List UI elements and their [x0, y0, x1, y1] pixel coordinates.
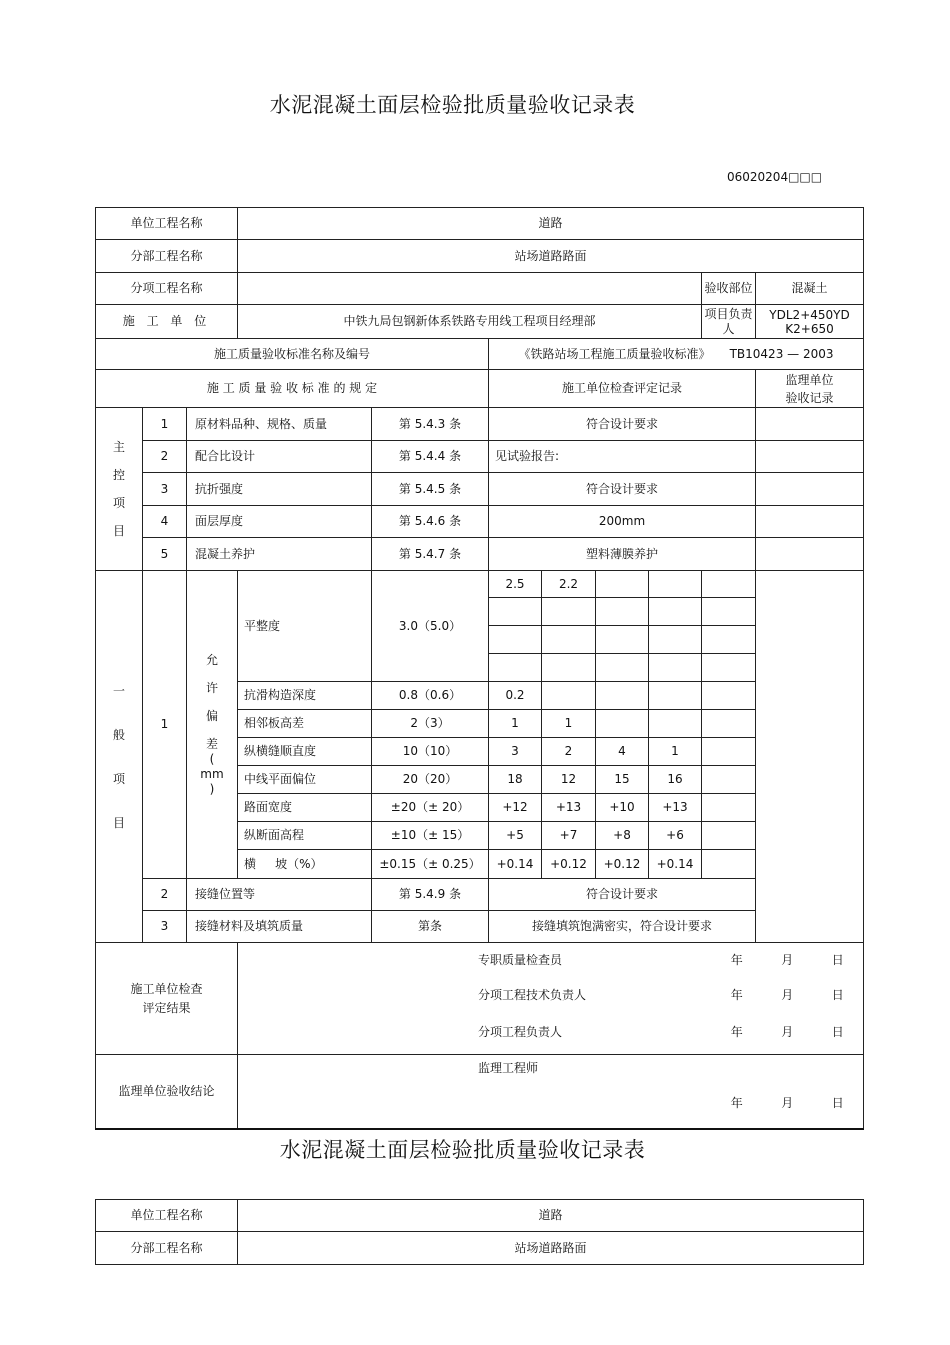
tolerance-char: mm — [200, 766, 224, 781]
general-group-label — [96, 571, 143, 943]
table-row — [96, 441, 864, 473]
measured-value: +13 — [542, 794, 596, 822]
measured-value — [489, 654, 542, 682]
table-row — [96, 911, 864, 943]
measured-value: +5 — [489, 822, 542, 850]
tolerance-char: 偏 — [205, 708, 218, 723]
manager-value-line-1: YDL2+450YD — [769, 307, 850, 322]
supervisor-cell — [756, 506, 864, 538]
item-clause: 第 5.4.3 条 — [372, 408, 489, 441]
constructor-result-label-line-2: 评定结果 — [142, 1000, 191, 1015]
unit-project-label: 单位工程名称 — [96, 208, 238, 240]
measured-value: +7 — [542, 822, 596, 850]
tolerance-char: 差 — [205, 736, 218, 751]
tolerance-name: 纵横缝顺直度 — [238, 738, 372, 766]
item-result: 200mm — [489, 506, 756, 538]
measured-value: 3 — [489, 738, 542, 766]
table-row — [96, 538, 864, 571]
division-value: 站场道路路面 — [238, 1232, 864, 1265]
measured-value — [702, 571, 756, 598]
day-label: 日 — [831, 1025, 844, 1039]
measured-value — [702, 654, 756, 682]
measured-value — [542, 654, 596, 682]
item-number: 1 — [143, 571, 187, 879]
measured-value — [649, 710, 702, 738]
item-result: 符合设计要求 — [489, 408, 756, 441]
measured-value — [596, 710, 649, 738]
measured-value — [542, 598, 596, 626]
item-number: 3 — [143, 473, 187, 506]
main-control-group-label — [96, 408, 143, 571]
header-supervisor — [756, 370, 864, 408]
measured-value — [702, 794, 756, 822]
measured-value — [596, 571, 649, 598]
division-value: 站场道路路面 — [238, 240, 864, 273]
measured-value — [596, 682, 649, 710]
tolerance-name: 相邻板高差 — [238, 710, 372, 738]
table-row — [96, 370, 864, 408]
measured-value — [702, 850, 756, 879]
measured-value: 0.2 — [489, 682, 542, 710]
header-supervisor-line-2: 验收记录 — [785, 390, 834, 405]
item-name: 抗折强度 — [187, 473, 372, 506]
division-label: 分部工程名称 — [96, 240, 238, 273]
month-label: 月 — [781, 1025, 794, 1039]
manager-value — [756, 305, 864, 339]
measured-value: +8 — [596, 822, 649, 850]
tolerance-label — [187, 571, 238, 879]
unit-project-value: 道路 — [238, 208, 864, 240]
standard-label: 施工质量验收标准名称及编号 — [96, 339, 489, 370]
supervisor-conclusion-label: 监理单位验收结论 — [96, 1055, 238, 1129]
measured-value: 1 — [649, 738, 702, 766]
table-row — [96, 1232, 864, 1265]
page-title-2: 水泥混凝土面层检验批质量验收记录表 — [279, 1138, 646, 1162]
inspection-record-table-2 — [95, 1199, 864, 1265]
constructor-signatures — [238, 943, 864, 1055]
measured-value: 1 — [489, 710, 542, 738]
flatness-spec: 3.0（5.0） — [372, 571, 489, 682]
item-clause: 第 5.4.9 条 — [372, 879, 489, 911]
measured-value — [702, 710, 756, 738]
general-group-char: 目 — [112, 815, 125, 830]
general-group-char: 一 — [112, 683, 125, 698]
constructor-result-label — [96, 943, 238, 1055]
item-clause: 第 5.4.7 条 — [372, 538, 489, 571]
item-clause: 第 5.4.5 条 — [372, 473, 489, 506]
item-number: 2 — [143, 879, 187, 911]
measured-value — [542, 626, 596, 654]
month-label: 月 — [781, 988, 794, 1002]
year-label: 年 — [730, 988, 743, 1002]
measured-value: 18 — [489, 766, 542, 794]
day-label: 日 — [831, 988, 844, 1002]
month-label: 月 — [781, 952, 794, 967]
measured-value — [702, 766, 756, 794]
measured-value: 12 — [542, 766, 596, 794]
item-number: 2 — [143, 441, 187, 473]
main-group-char: 控 — [112, 468, 125, 482]
table-row — [96, 1200, 864, 1232]
supervisor-cell — [756, 538, 864, 571]
table-row — [96, 943, 864, 1055]
item-clause: 第 5.4.6 条 — [372, 506, 489, 538]
general-group-char: 项 — [112, 771, 125, 786]
header-supervisor-line-1: 监理单位 — [785, 372, 834, 387]
table-row — [96, 571, 864, 598]
table-row — [96, 408, 864, 441]
item-result: 接缝填筑饱满密实，符合设计要求 — [489, 911, 756, 943]
table-row — [96, 240, 864, 273]
year-label: 年 — [730, 1025, 743, 1039]
signer-title: 监理工程师 — [478, 1060, 539, 1075]
measured-value: +0.12 — [596, 850, 649, 879]
signer-title: 分项工程负责人 — [478, 1025, 563, 1039]
supervisor-conclusion — [238, 1055, 864, 1129]
tolerance-spec: 20（20） — [372, 766, 489, 794]
manager-value-line-2: K2+650 — [785, 321, 834, 336]
measured-value: 4 — [596, 738, 649, 766]
measured-value: 2 — [542, 738, 596, 766]
tolerance-char: 允 — [205, 652, 218, 667]
signature-row — [238, 943, 863, 977]
measured-value — [649, 571, 702, 598]
item-number: 3 — [143, 911, 187, 943]
item-number: 4 — [143, 506, 187, 538]
measured-value — [702, 626, 756, 654]
measured-value: +6 — [649, 822, 702, 850]
tolerance-char: ) — [209, 781, 215, 796]
measured-value: +10 — [596, 794, 649, 822]
signature-row — [238, 1055, 863, 1081]
measured-value: +13 — [649, 794, 702, 822]
general-group-char: 般 — [112, 727, 125, 742]
item-result: 符合设计要求 — [489, 473, 756, 506]
tolerance-spec: ±20（± 20） — [372, 794, 489, 822]
table-row — [96, 339, 864, 370]
year-label: 年 — [730, 952, 743, 967]
measured-value: +0.14 — [649, 850, 702, 879]
subitem-label: 分项工程名称 — [96, 273, 238, 305]
inspection-record-table — [95, 207, 864, 1130]
page-title: 水泥混凝土面层检验批质量验收记录表 — [269, 93, 636, 117]
signer-title: 分项工程技术负责人 — [478, 988, 587, 1002]
table-row — [96, 473, 864, 506]
division-label: 分部工程名称 — [96, 1232, 238, 1265]
form-code: 06020204□□□ — [727, 170, 823, 184]
item-name: 配合比设计 — [187, 441, 372, 473]
measured-value — [702, 598, 756, 626]
supervisor-cell — [756, 408, 864, 441]
measured-value — [649, 654, 702, 682]
constructor-value: 中铁九局包钢新体系铁路专用线工程项目经理部 — [238, 305, 702, 339]
main-group-char: 项 — [112, 496, 125, 510]
measured-value: 15 — [596, 766, 649, 794]
item-clause: 第条 — [372, 911, 489, 943]
measured-value — [702, 738, 756, 766]
item-name: 面层厚度 — [187, 506, 372, 538]
main-group-char: 目 — [112, 524, 125, 538]
measured-value — [542, 682, 596, 710]
table-row — [96, 506, 864, 538]
header-check: 施工单位检查评定记录 — [489, 370, 756, 408]
item-result: 符合设计要求 — [489, 879, 756, 911]
item-result: 见试验报告: — [489, 441, 756, 473]
measured-value — [649, 626, 702, 654]
flatness-name: 平整度 — [238, 571, 372, 682]
signature-row — [238, 977, 863, 1014]
main-group-char: 主 — [112, 440, 125, 454]
accept-part-value: 混凝土 — [756, 273, 864, 305]
item-name: 接缝位置等 — [187, 879, 372, 911]
supervisor-cell — [756, 571, 864, 943]
unit-project-value: 道路 — [238, 1200, 864, 1232]
signer-title: 专职质量检查员 — [478, 952, 563, 967]
measured-value — [702, 682, 756, 710]
year-label: 年 — [730, 1095, 743, 1110]
table-row — [96, 1055, 864, 1129]
item-name: 混凝土养护 — [187, 538, 372, 571]
tolerance-char: ( — [209, 751, 215, 766]
tolerance-name: 路面宽度 — [238, 794, 372, 822]
month-label: 月 — [781, 1095, 794, 1110]
table-row — [96, 305, 864, 339]
measured-value — [596, 626, 649, 654]
item-name: 接缝材料及填筑质量 — [187, 911, 372, 943]
tolerance-spec: ±10（± 15） — [372, 822, 489, 850]
item-number: 5 — [143, 538, 187, 571]
standard-value: 《铁路站场工程施工质量验收标准》 TB10423 — 2003 — [489, 339, 864, 370]
item-number: 1 — [143, 408, 187, 441]
item-clause: 第 5.4.4 条 — [372, 441, 489, 473]
tolerance-name: 中线平面偏位 — [238, 766, 372, 794]
tolerance-spec: 0.8（0.6） — [372, 682, 489, 710]
table-row — [96, 273, 864, 305]
tolerance-spec: 10（10） — [372, 738, 489, 766]
accept-part-label: 验收部位 — [702, 273, 756, 305]
measured-value — [596, 598, 649, 626]
signature-row — [238, 1014, 863, 1051]
tolerance-spec: ±0.15（± 0.25） — [372, 850, 489, 879]
item-result: 塑料薄膜养护 — [489, 538, 756, 571]
tolerance-char: 许 — [205, 680, 218, 695]
tolerance-spec: 2（3） — [372, 710, 489, 738]
measured-value: 1 — [542, 710, 596, 738]
measured-value — [489, 598, 542, 626]
day-label: 日 — [831, 1095, 844, 1110]
measured-value: +0.14 — [489, 850, 542, 879]
table-row — [96, 879, 864, 911]
measured-value — [489, 626, 542, 654]
measured-value: 16 — [649, 766, 702, 794]
subitem-value — [238, 273, 702, 305]
tolerance-name: 纵断面高程 — [238, 822, 372, 850]
signature-row — [238, 1081, 863, 1125]
day-label: 日 — [831, 952, 844, 967]
measured-value: 2.5 — [489, 571, 542, 598]
measured-value: 2.2 — [542, 571, 596, 598]
tolerance-name: 横 坡（%） — [238, 850, 372, 879]
measured-value — [649, 598, 702, 626]
item-name: 原材料品种、规格、质量 — [187, 408, 372, 441]
header-spec: 施 工 质 量 验 收 标 准 的 规 定 — [96, 370, 489, 408]
tolerance-name: 抗滑构造深度 — [238, 682, 372, 710]
table-row — [96, 208, 864, 240]
measured-value: +12 — [489, 794, 542, 822]
supervisor-cell — [756, 441, 864, 473]
constructor-label: 施 工 单 位 — [96, 305, 238, 339]
measured-value: +0.12 — [542, 850, 596, 879]
supervisor-cell — [756, 473, 864, 506]
unit-project-label: 单位工程名称 — [96, 1200, 238, 1232]
measured-value — [702, 822, 756, 850]
constructor-result-label-line-1: 施工单位检查 — [130, 981, 203, 996]
manager-label: 项目负责人 — [702, 305, 756, 339]
measured-value — [649, 682, 702, 710]
measured-value — [596, 654, 649, 682]
